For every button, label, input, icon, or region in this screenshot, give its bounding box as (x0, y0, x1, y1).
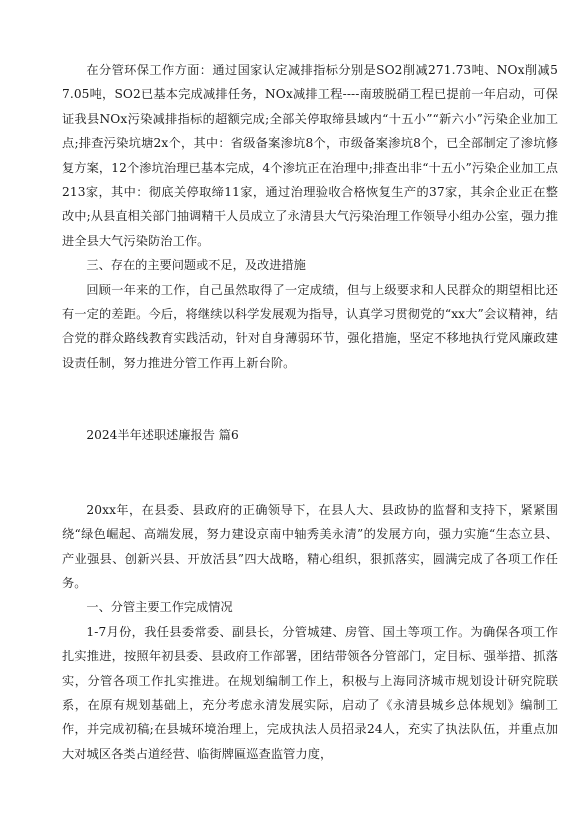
section-spacer (62, 448, 558, 498)
section-heading-main-work: 一、分管主要工作完成情况 (86, 600, 233, 615)
report-title: 2024半年述职述廉报告 篇6 (86, 428, 239, 443)
paragraph-environmental-work: 在分管环保工作方面：通过国家认定减排指标分别是SO2削减271.73吨、NOx削减57.05吨，SO2已基本完成减排任务，NOx减排工程----南玻脱硝工程已提前一年启动，可保证我县NOx污染减排指标的超额完成;全部关停取缔县域内“十五小”“新六小”污染企业加工点;排查污染坑塘2x个，其中：省级备案渗坑8个，市级备案渗坑8个，已全部制定了渗坑修复方案，12个渗坑治理已基本完成，4个渗坑正在治理中;排查出非“十五小”污染企业加工点213家，其中：彻底关停取缔11家，通过治理验收合格恢复生产的37家，其余企业正在整改中;从县直相关部门抽调精干人员成立了永清县大气污染治理工作领导小组办公室，强力推进全县大气污染防治工作。 (62, 63, 558, 248)
section-heading-problems: 三、存在的主要问题或不足，及改进措施 (86, 258, 306, 273)
paragraph-intro: 20xx年，在县委、县政府的正确领导下，在县人大、县政协的监督和支持下，紧紧围绕“绿色崛起、高端发展，努力建设京南中轴秀美永清”的发展方向，强力实施“生态立县、产业强县、创新兴县、开放活县”四大战略，精心组织，狠抓落实，圆满完成了各项工作任务。 (62, 502, 558, 590)
section-spacer (62, 375, 558, 423)
paragraph-review: 回顾一年来的工作，自己虽然取得了一定成绩，但与上级要求和人民群众的期望相比还有一定的差距。今后，将继续以科学发展观为指导，认真学习贯彻党的“xx大”会议精神，结合党的群众路线教育实践活动，针对自身薄弱环节，强化措施，坚定不移地执行党风廉政建设责任制，努力推进分管工作再上新台阶。 (62, 282, 558, 370)
paragraph-main-work: 1-7月份，我任县委常委、副县长，分管城建、房管、国土等项工作。为确保各项工作扎实推进，按照年初县委、县政府工作部署，团结带领各分管部门，定目标、强举措、抓落实，分管各项工作扎实推进。在规划编制工作上，积极与上海同济城市规划设计研究院联系，在原有规划基础上，充分考虑永清发展实际，启动了《永清县城乡总体规划》编制工作，并完成初稿;在县城环境治理上，完成执法人员招录24人，充实了执法队伍，并重点加大对城区各类占道经营、临街牌匾巡查监管力度， (62, 624, 558, 761)
